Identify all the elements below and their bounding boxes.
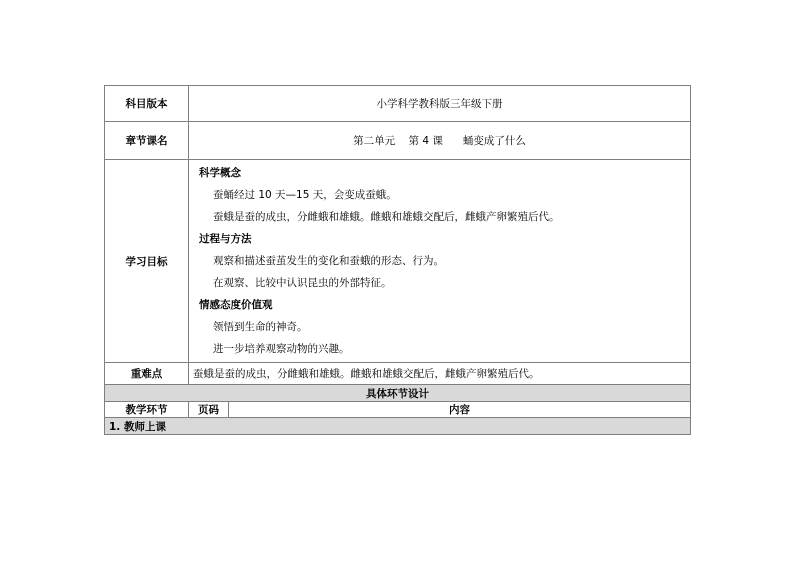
key-points-label: 重难点 xyxy=(105,363,189,385)
objective-item: 观察和描述蚕茧发生的变化和蚕蛾的形态、行为。 xyxy=(213,255,444,267)
key-points-row xyxy=(105,363,691,385)
subject-version-value: 小学科学教科版三年级下册 xyxy=(189,86,691,122)
subject-version-row xyxy=(105,86,691,122)
column-header-row xyxy=(105,402,691,418)
lesson-plan-table xyxy=(104,85,691,435)
column-header-page: 页码 xyxy=(189,402,229,418)
chapter-row xyxy=(105,122,691,160)
chapter-value: 第二单元 第 4 课 蛹变成了什么 xyxy=(189,122,691,160)
objective-section-title: 科学概念 xyxy=(199,167,241,179)
objectives-label: 学习目标 xyxy=(105,160,189,363)
objective-section-title: 过程与方法 xyxy=(199,233,252,245)
design-header: 具体环节设计 xyxy=(105,385,691,402)
objectives-row xyxy=(105,160,691,363)
objective-item: 蚕蛹经过 10 天—15 天，会变成蚕蛾。 xyxy=(213,189,397,201)
key-points-value: 蚕蛾是蚕的成虫，分雌蛾和雄蛾。雌蛾和雄蛾交配后，雌蛾产卵繁殖后代。 xyxy=(189,363,691,385)
objectives-content xyxy=(189,160,691,363)
column-header-content: 内容 xyxy=(229,402,691,418)
objective-item: 蚕蛾是蚕的成虫，分雌蛾和雄蛾。雌蛾和雄蛾交配后，雌蛾产卵繁殖后代。 xyxy=(213,211,560,223)
objective-item: 在观察、比较中认识昆虫的外部特征。 xyxy=(213,277,392,289)
subject-version-label: 科目版本 xyxy=(105,86,189,122)
objective-item: 进一步培养观察动物的兴趣。 xyxy=(213,343,350,355)
design-header-row xyxy=(105,385,691,402)
objective-item: 领悟到生命的神奇。 xyxy=(213,321,308,333)
objective-section-title: 情感态度价值观 xyxy=(199,299,273,311)
column-header-step: 教学环节 xyxy=(105,402,189,418)
step-row xyxy=(105,418,691,435)
step-1-label: 1. 教师上课 xyxy=(105,418,691,435)
chapter-label: 章节课名 xyxy=(105,122,189,160)
